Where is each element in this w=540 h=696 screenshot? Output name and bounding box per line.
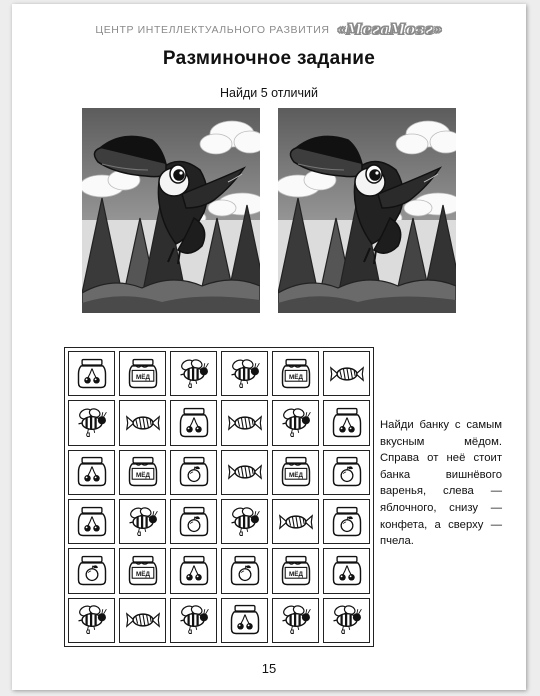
grid-cell: [170, 598, 217, 643]
page-number: 15: [261, 661, 277, 676]
bee-icon: [329, 602, 365, 638]
grid-cell: [323, 400, 370, 445]
grid-cell: [272, 450, 319, 495]
cherry-jar-icon: [74, 454, 110, 490]
grid-cell: [119, 499, 166, 544]
grid-cell: [170, 400, 217, 445]
grid-cell: [323, 351, 370, 396]
grid-cell: [119, 548, 166, 593]
bee-icon: [74, 405, 110, 441]
candy-icon: [227, 454, 263, 490]
honey-jar-icon: [125, 356, 161, 392]
cherry-jar-icon: [74, 504, 110, 540]
candy-icon: [329, 356, 365, 392]
workbook-page: [12, 4, 526, 690]
bee-icon: [227, 356, 263, 392]
grid-cell: [119, 450, 166, 495]
toucan-picture-left: [82, 108, 260, 313]
grid-cell: [119, 351, 166, 396]
grid-cell: [272, 548, 319, 593]
grid-cell: [221, 548, 268, 593]
cherry-jar-icon: [227, 602, 263, 638]
bee-icon: [278, 602, 314, 638]
riddle-text: Найди банку с самым вкусным мёдом. Справа от неё стоит банка вишнёвого варенья, слева — яблочного, снизу — конфета, а сверху — пчела.: [380, 419, 502, 548]
honey-jar-icon: [278, 454, 314, 490]
svg-text:МЁД: МЁД: [288, 373, 303, 381]
grid-cell: [68, 351, 115, 396]
toucan-picture-right: [278, 108, 456, 313]
apple-jar-icon: [329, 504, 365, 540]
page-title: Разминочное задание: [162, 48, 376, 69]
grid-cell: [221, 351, 268, 396]
svg-text:МЁД: МЁД: [288, 570, 303, 578]
bee-icon: [176, 356, 212, 392]
grid-cell: [221, 598, 268, 643]
grid-cell: [323, 548, 370, 593]
cherry-jar-icon: [176, 553, 212, 589]
candy-icon: [125, 602, 161, 638]
honey-jar-icon: [125, 553, 161, 589]
header-org: ЦЕНТР ИНТЕЛЛЕКТУАЛЬНОГО РАЗВИТИЯ: [95, 24, 330, 36]
cherry-jar-icon: [329, 553, 365, 589]
candy-icon: [227, 405, 263, 441]
svg-text:МЁД: МЁД: [288, 472, 303, 480]
toucan-forest-scene-icon: [278, 108, 456, 313]
apple-jar-icon: [227, 553, 263, 589]
grid-cell: [323, 499, 370, 544]
bee-icon: [278, 405, 314, 441]
grid-cell: [119, 598, 166, 643]
toucan-forest-scene-icon: [82, 108, 260, 313]
grid-cell: [68, 400, 115, 445]
grid-cell: [221, 499, 268, 544]
brand-logo: «МегаМозг»: [337, 22, 443, 38]
bee-icon: [125, 504, 161, 540]
grid-cell: [170, 499, 217, 544]
grid-cell: [323, 598, 370, 643]
apple-jar-icon: [176, 454, 212, 490]
puzzle-grid: [64, 347, 374, 647]
bee-icon: [176, 602, 212, 638]
candy-icon: [125, 405, 161, 441]
cherry-jar-icon: [74, 356, 110, 392]
apple-jar-icon: [329, 454, 365, 490]
grid-cell: [272, 499, 319, 544]
honey-jar-icon: [278, 553, 314, 589]
candy-icon: [278, 504, 314, 540]
grid-cell: [221, 450, 268, 495]
task-subtitle: Найди 5 отличий: [219, 86, 319, 100]
page-header: [12, 22, 526, 38]
honey-jar-icon: [278, 356, 314, 392]
grid-cell: [170, 351, 217, 396]
grid-cell: [170, 548, 217, 593]
bee-icon: [227, 504, 263, 540]
svg-text:МЁД: МЁД: [135, 472, 150, 480]
grid-cell: [170, 450, 217, 495]
cherry-jar-icon: [176, 405, 212, 441]
cherry-jar-icon: [329, 405, 365, 441]
grid-cell: [323, 450, 370, 495]
grid-cell: [68, 450, 115, 495]
grid-cell: [119, 400, 166, 445]
grid-cell: [272, 351, 319, 396]
grid-cell: [272, 598, 319, 643]
bee-icon: [74, 602, 110, 638]
honey-jar-icon: [125, 454, 161, 490]
svg-text:МЁД: МЁД: [135, 373, 150, 381]
grid-cell: [272, 400, 319, 445]
grid-cell: [68, 499, 115, 544]
apple-jar-icon: [74, 553, 110, 589]
apple-jar-icon: [176, 504, 212, 540]
grid-cell: [68, 548, 115, 593]
grid-cell: [68, 598, 115, 643]
grid-cell: [221, 400, 268, 445]
svg-text:МЁД: МЁД: [135, 570, 150, 578]
